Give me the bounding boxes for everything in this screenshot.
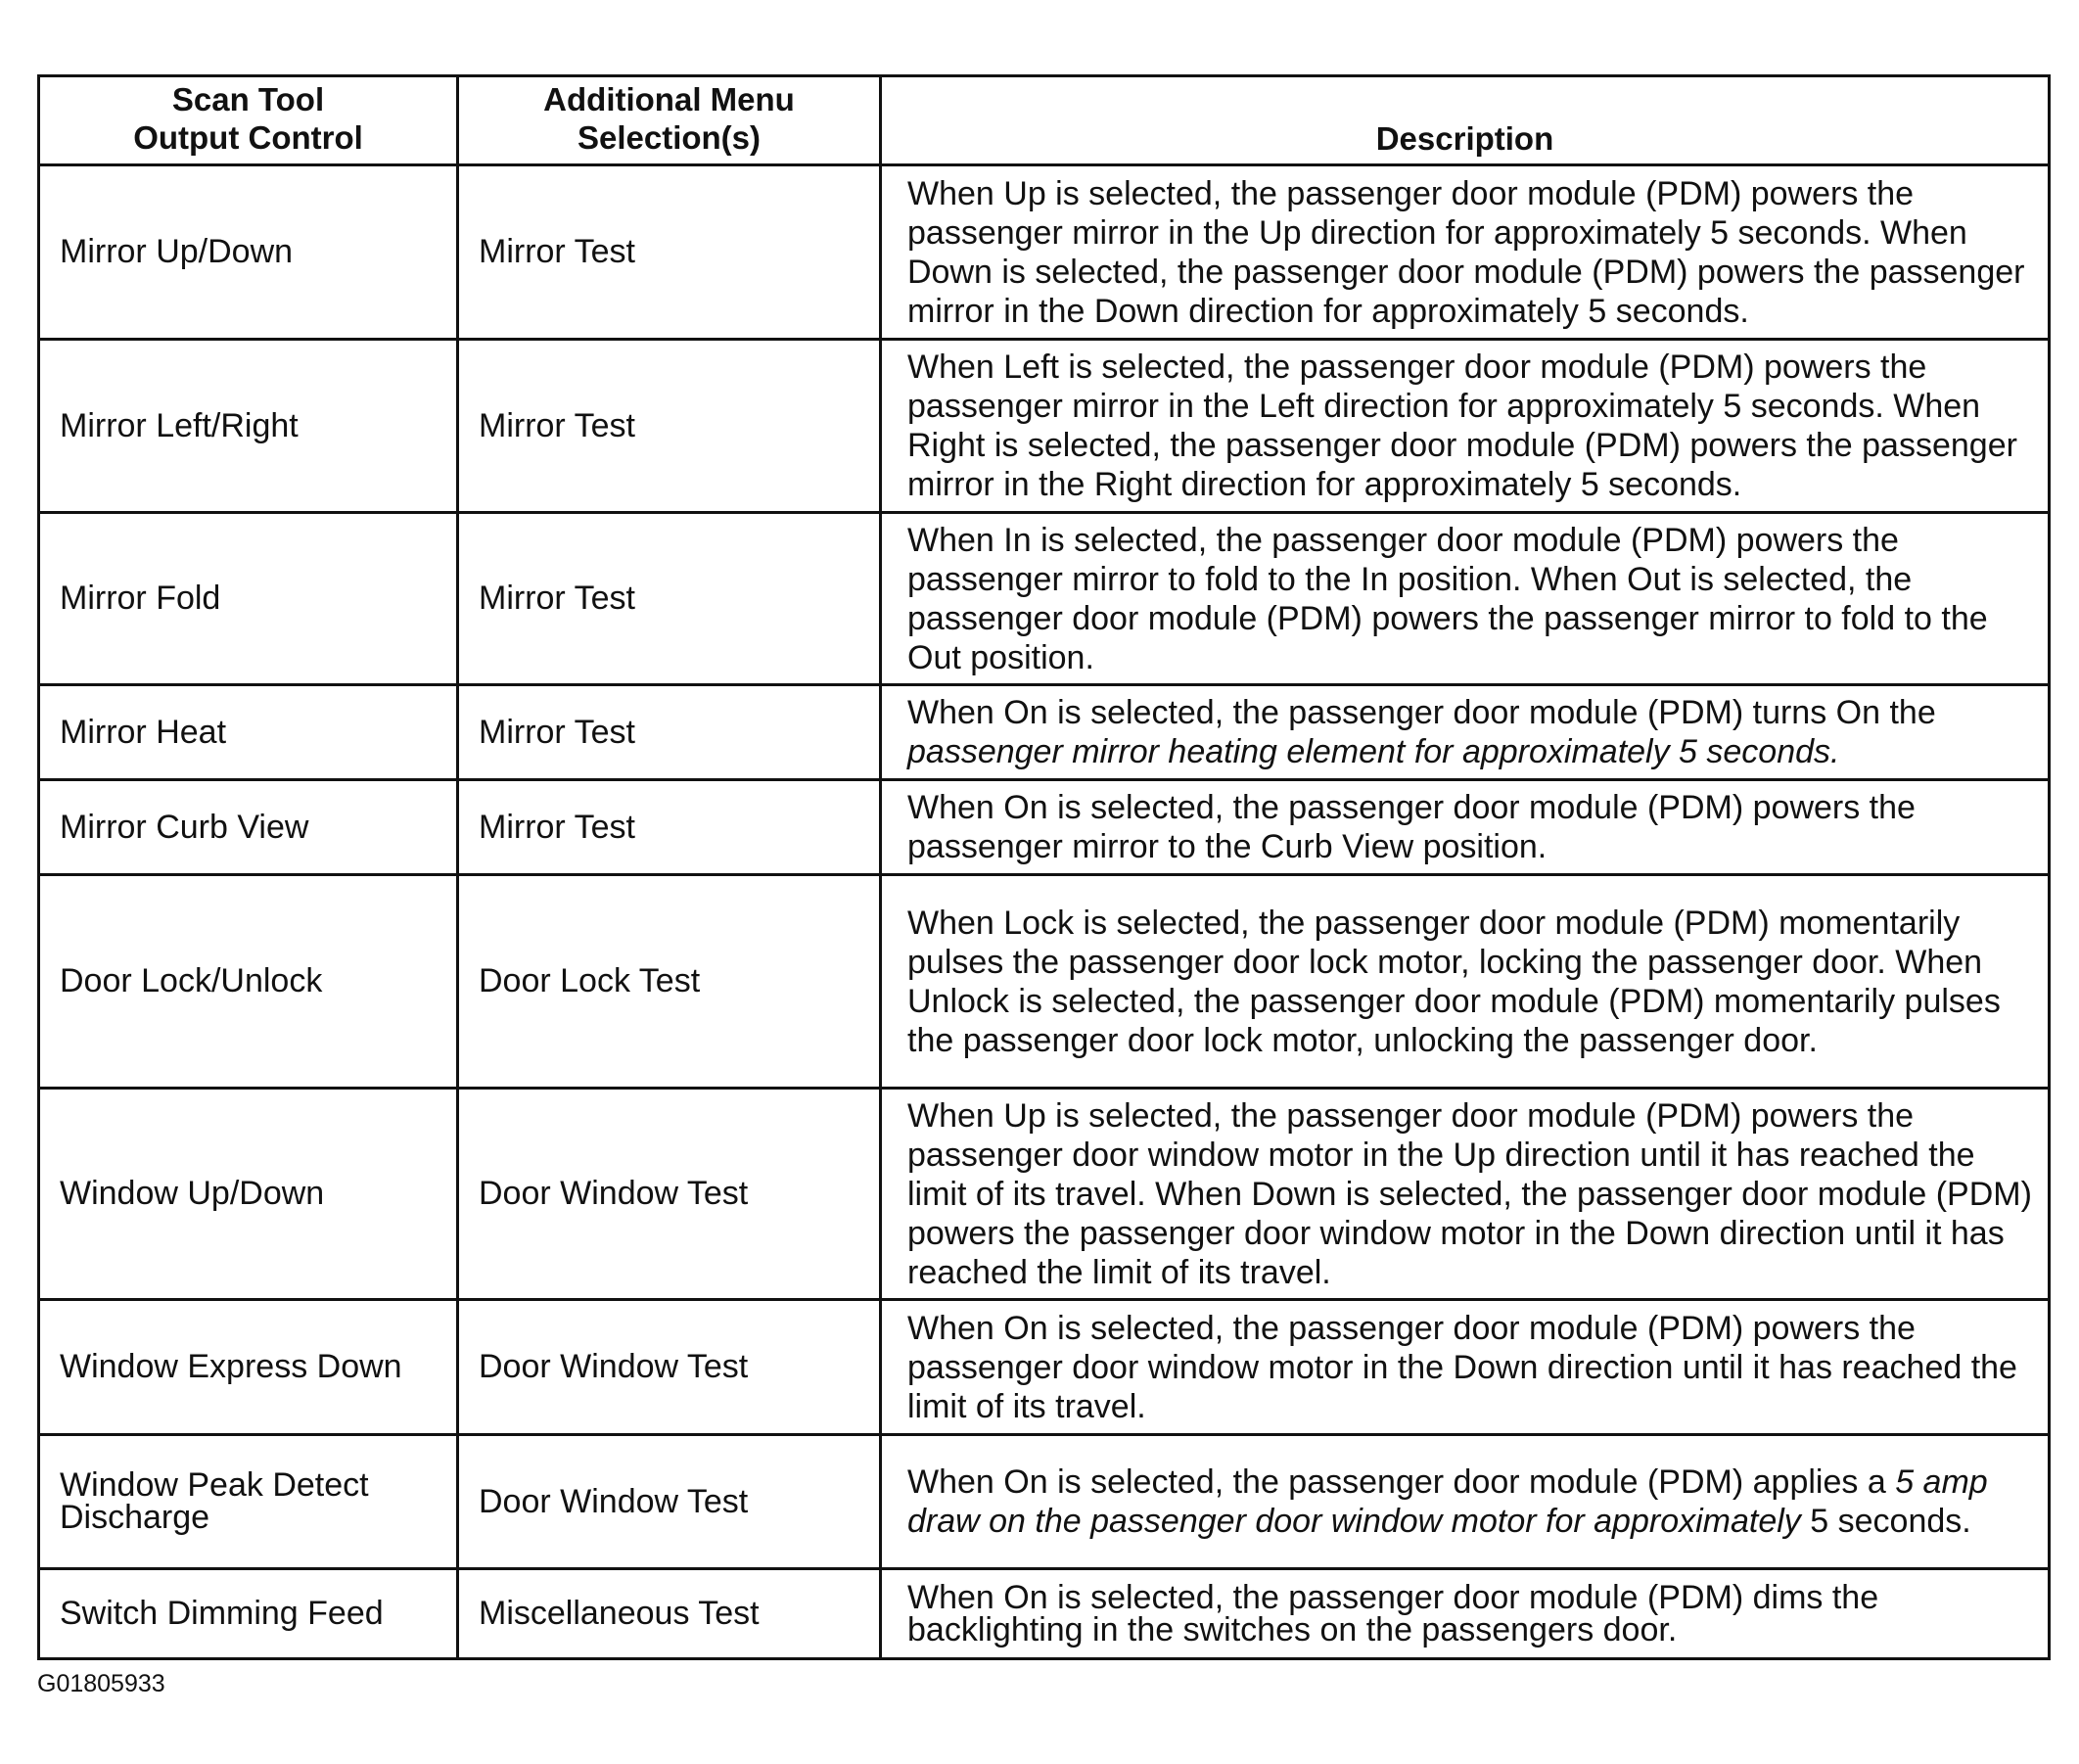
description-part: When On is selected, the passenger door module (PDM) applies a [907, 1463, 1886, 1501]
table-row [39, 780, 2050, 875]
table-row [39, 1435, 2050, 1569]
cell-output-control: Window Up/Down [39, 1089, 458, 1300]
cell-output-control: Mirror Up/Down [39, 165, 458, 340]
cell-menu-selection: Mirror Test [458, 340, 881, 513]
description-part-italic: 5 amp draw on the passenger door window motor for approximately [907, 1463, 1988, 1540]
cell-description: When Up is selected, the passenger door module (PDM) powers the passenger mirror in the Up direction for approximately 5 seconds. When Down is selected, the passenger door module (PDM) powers the passenger mirror in the Down direction for approximately 5 seconds. [881, 165, 2050, 340]
table-row [39, 165, 2050, 340]
cell-output-control: Window Peak Detect Discharge [39, 1435, 458, 1569]
cell-output-control: Window Express Down [39, 1300, 458, 1435]
description-part: 5 seconds. [1810, 1503, 1971, 1540]
cell-output-control: Switch Dimming Feed [39, 1569, 458, 1659]
cell-menu-selection: Miscellaneous Test [458, 1569, 881, 1659]
table-row [39, 1569, 2050, 1659]
header-col1-line1: Scan Tool [171, 81, 325, 117]
table-row [39, 1089, 2050, 1300]
cell-menu-selection: Mirror Test [458, 780, 881, 875]
cell-description: When In is selected, the passenger door module (PDM) powers the passenger mirror to fold to the In position. When Out is selected, the passenger door module (PDM) powers the passenger mirror to fold to the Out position. [881, 513, 2050, 685]
table-row [39, 513, 2050, 685]
cell-output-control: Mirror Heat [39, 685, 458, 780]
cell-output-control: Mirror Fold [39, 513, 458, 685]
description-part: When On is selected, the passenger door module (PDM) turns On the [907, 694, 1936, 731]
cell-description [881, 1435, 2050, 1569]
description-part-italic: passenger mirror heating element for approximately 5 seconds. [907, 733, 1840, 770]
cell-output-control: Mirror Curb View [39, 780, 458, 875]
cell-description [881, 685, 2050, 780]
cell-description: When Left is selected, the passenger door module (PDM) powers the passenger mirror in the Left direction for approximately 5 seconds. When Right is selected, the passenger door module (PDM) powers the passenger mirror in the Right direction for approximately 5 seconds. [881, 340, 2050, 513]
header-row [39, 76, 2050, 165]
header-additional-menu-selections [458, 76, 881, 165]
cell-menu-selection: Door Lock Test [458, 875, 881, 1089]
table-row [39, 685, 2050, 780]
header-col1-line2: Output Control [133, 119, 363, 156]
cell-menu-selection: Mirror Test [458, 165, 881, 340]
cell-description: When On is selected, the passenger door module (PDM) dims the backlighting in the switches on the passengers door. [881, 1569, 2050, 1659]
table-row [39, 1300, 2050, 1435]
cell-menu-selection: Door Window Test [458, 1300, 881, 1435]
table-row [39, 875, 2050, 1089]
header-col2-line2: Selection(s) [577, 119, 762, 156]
cell-menu-selection: Mirror Test [458, 685, 881, 780]
header-scan-tool-output-control [39, 76, 458, 165]
table-row [39, 340, 2050, 513]
header-description: Description [881, 76, 2050, 165]
cell-menu-selection: Mirror Test [458, 513, 881, 685]
figure-id-label: G01805933 [37, 1670, 165, 1697]
cell-output-control: Door Lock/Unlock [39, 875, 458, 1089]
cell-description: When Up is selected, the passenger door module (PDM) powers the passenger door window motor in the Up direction until it has reached the limit of its travel. When Down is selected, the passenger door module (PDM) powers the passenger door window motor in the Down direction until it has reached the limit of its travel. [881, 1089, 2050, 1300]
cell-menu-selection: Door Window Test [458, 1435, 881, 1569]
cell-menu-selection: Door Window Test [458, 1089, 881, 1300]
header-col2-line1: Additional Menu [543, 81, 795, 117]
output-control-table [37, 74, 2051, 1660]
cell-description: When On is selected, the passenger door module (PDM) powers the passenger mirror to the Curb View position. [881, 780, 2050, 875]
cell-description: When Lock is selected, the passenger door module (PDM) momentarily pulses the passenger door lock motor, locking the passenger door. When Unlock is selected, the passenger door module (PDM) momentarily pulses the passenger door lock motor, unlocking the passenger door. [881, 875, 2050, 1089]
cell-description: When On is selected, the passenger door module (PDM) powers the passenger door window motor in the Down direction until it has reached the limit of its travel. [881, 1300, 2050, 1435]
cell-output-control: Mirror Left/Right [39, 340, 458, 513]
